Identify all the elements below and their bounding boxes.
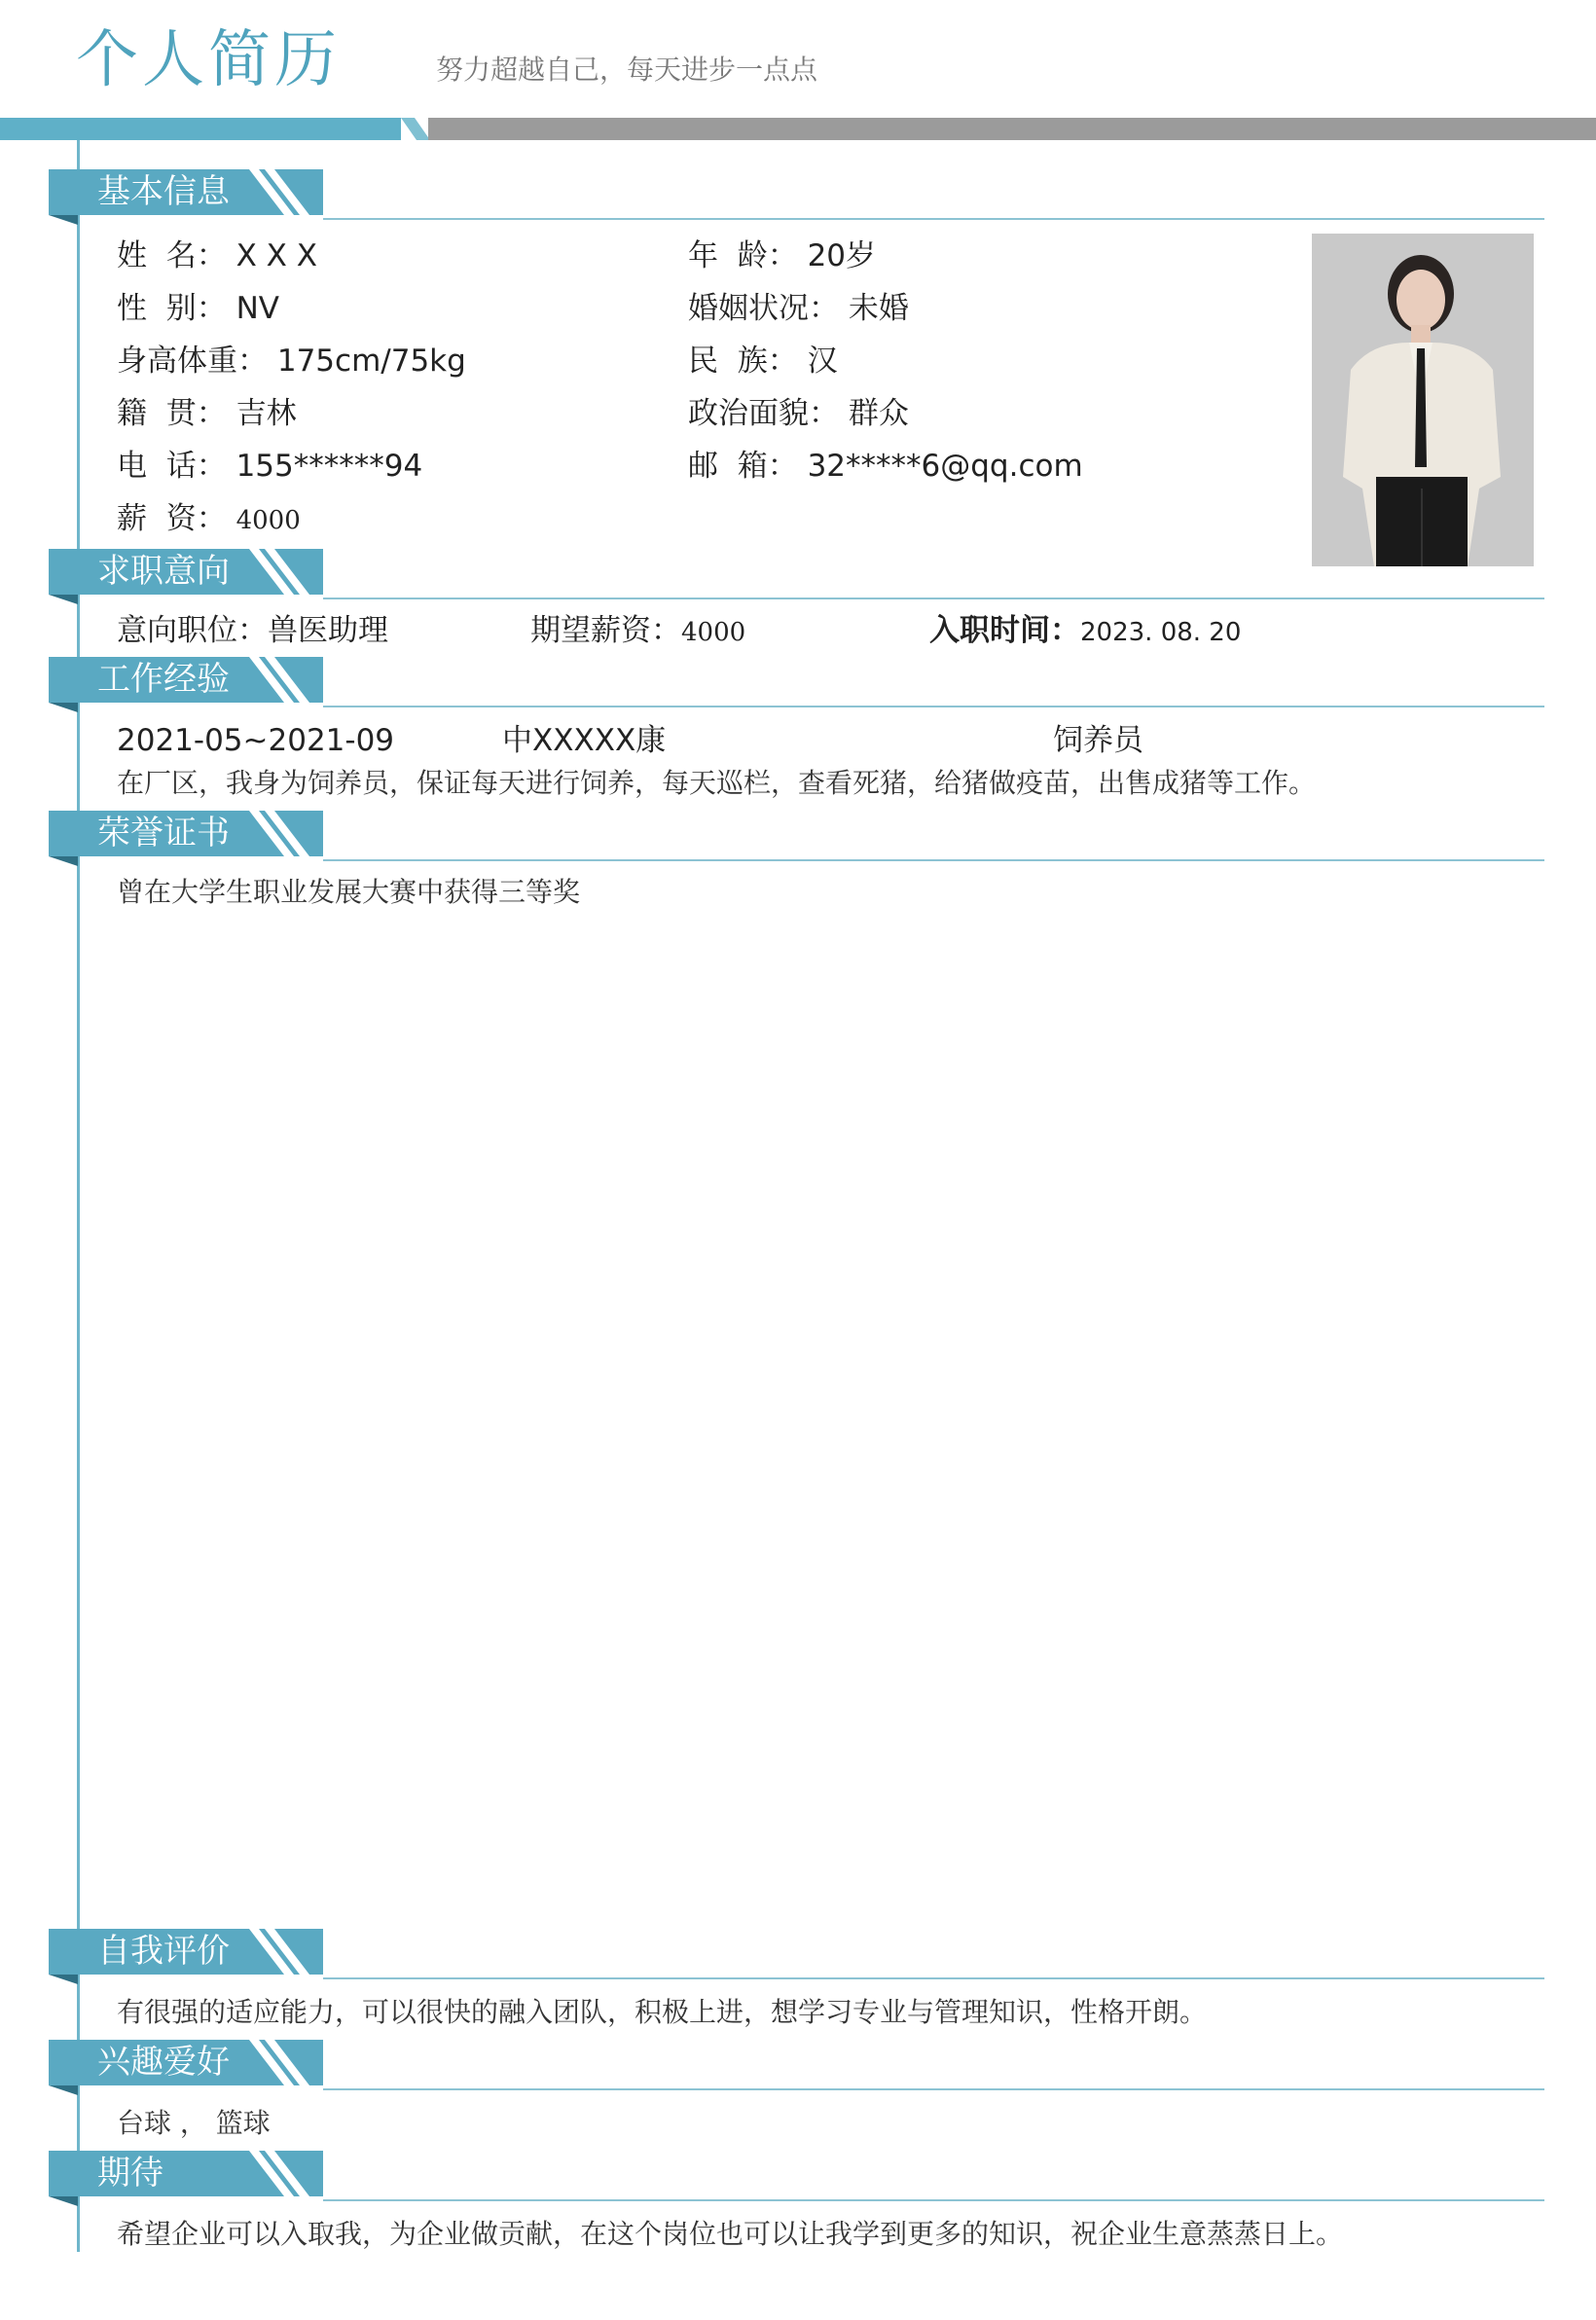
marital-value: 未婚 (848, 291, 909, 326)
section-title: 基本信息 (97, 172, 230, 211)
political-row (688, 393, 909, 434)
political-label: 政治面貌： (688, 396, 839, 431)
marital-row (688, 288, 909, 329)
gender-value: NV (236, 291, 279, 326)
section-stripes (230, 1929, 323, 1975)
age-value: 20岁 (807, 238, 877, 273)
name-value: X X X (236, 238, 317, 273)
section-stripes (230, 657, 323, 703)
section-header-work (49, 657, 323, 708)
intent-salary-row (530, 610, 745, 653)
resume-motto: 努力超越自己，每天进步一点点 (436, 54, 818, 86)
section-title: 荣誉证书 (97, 814, 230, 852)
profile-photo (1312, 234, 1534, 566)
header-bar-divider (401, 118, 430, 140)
gender-row (117, 288, 279, 329)
intent-position-row (117, 610, 388, 651)
honors-text: 曾在大学生职业发展大赛中获得三等奖 (117, 876, 581, 908)
height-weight-label: 身高体重： (117, 344, 268, 379)
intent-start-label: 入职时间： (929, 613, 1080, 648)
name-label: 姓 名： (117, 238, 227, 273)
intent-salary-label: 期望薪资： (530, 613, 681, 648)
header-bar-gray (428, 118, 1596, 140)
intent-position-value: 兽医助理 (268, 613, 388, 648)
section-rule (323, 2199, 1544, 2201)
self-eval-text: 有很强的适应能力，可以很快的融入团队，积极上进，想学习专业与管理知识，性格开朗。 (117, 1996, 1208, 2028)
salary-row (117, 498, 301, 541)
section-rule (323, 598, 1544, 599)
ethnic-value: 汉 (807, 344, 838, 379)
section-rule (323, 706, 1544, 707)
work-company: 中XXXXX康 (502, 723, 667, 758)
section-title: 求职意向 (97, 552, 230, 591)
expect-text: 希望企业可以入取我，为企业做贡献，在这个岗位也可以让我学到更多的知识，祝企业生意蒸蒸日上。 (117, 2218, 1344, 2250)
resume-title: 个人简历 (76, 24, 341, 96)
email-label: 邮 箱： (688, 449, 798, 484)
height-weight-row (117, 341, 466, 381)
section-rule (323, 1977, 1544, 1979)
ethnic-row (688, 341, 838, 381)
section-title: 自我评价 (97, 1932, 230, 1971)
age-label: 年 龄： (688, 238, 798, 273)
intent-position-label: 意向职位： (117, 613, 268, 648)
email-value: 32*****6@qq.com (807, 449, 1083, 484)
intent-start-row (929, 610, 1241, 653)
section-stripes (230, 2151, 323, 2196)
section-title: 兴趣爱好 (97, 2043, 230, 2082)
salary-label: 薪 资： (117, 501, 227, 536)
work-role: 饲养员 (1053, 723, 1143, 758)
origin-row (117, 393, 297, 434)
gender-label: 性 别： (117, 291, 227, 326)
phone-row (117, 446, 422, 487)
section-header-honors (49, 811, 323, 862)
section-header-basic (49, 169, 323, 221)
name-row (117, 236, 317, 276)
origin-label: 籍 贯： (117, 396, 227, 431)
email-row (688, 446, 1083, 487)
section-stripes (230, 811, 323, 856)
marital-label: 婚姻状况： (688, 291, 839, 326)
ethnic-label: 民 族： (688, 344, 798, 379)
work-period: 2021-05~2021-09 (117, 723, 395, 758)
section-stripes (230, 2040, 323, 2085)
section-title: 工作经验 (97, 660, 230, 699)
section-header-expect (49, 2151, 323, 2202)
age-row (688, 236, 876, 276)
phone-label: 电 话： (117, 449, 227, 484)
phone-value: 155******94 (236, 449, 423, 484)
header-bar-accent (0, 118, 401, 140)
section-stripes (230, 549, 323, 595)
intent-salary-value: 4000 (681, 618, 746, 647)
section-rule (323, 218, 1544, 220)
section-header-self-eval (49, 1929, 323, 1980)
section-rule (323, 859, 1544, 861)
section-stripes (230, 169, 323, 215)
section-title: 期待 (97, 2154, 163, 2193)
section-rule (323, 2088, 1544, 2090)
origin-value: 吉林 (236, 396, 297, 431)
salary-value: 4000 (236, 506, 301, 535)
section-header-intent (49, 549, 323, 600)
intent-start-value: 2023. 08. 20 (1080, 618, 1242, 647)
political-value: 群众 (848, 396, 909, 431)
section-header-hobbies (49, 2040, 323, 2091)
work-description: 在厂区，我身为饲养员，保证每天进行饲养，每天巡栏，查看死猪，给猪做疫苗，出售成猪等工作。 (117, 767, 1317, 799)
hobbies-text: 台球 ， 篮球 (117, 2107, 271, 2139)
height-weight-value: 175cm/75kg (276, 344, 466, 379)
